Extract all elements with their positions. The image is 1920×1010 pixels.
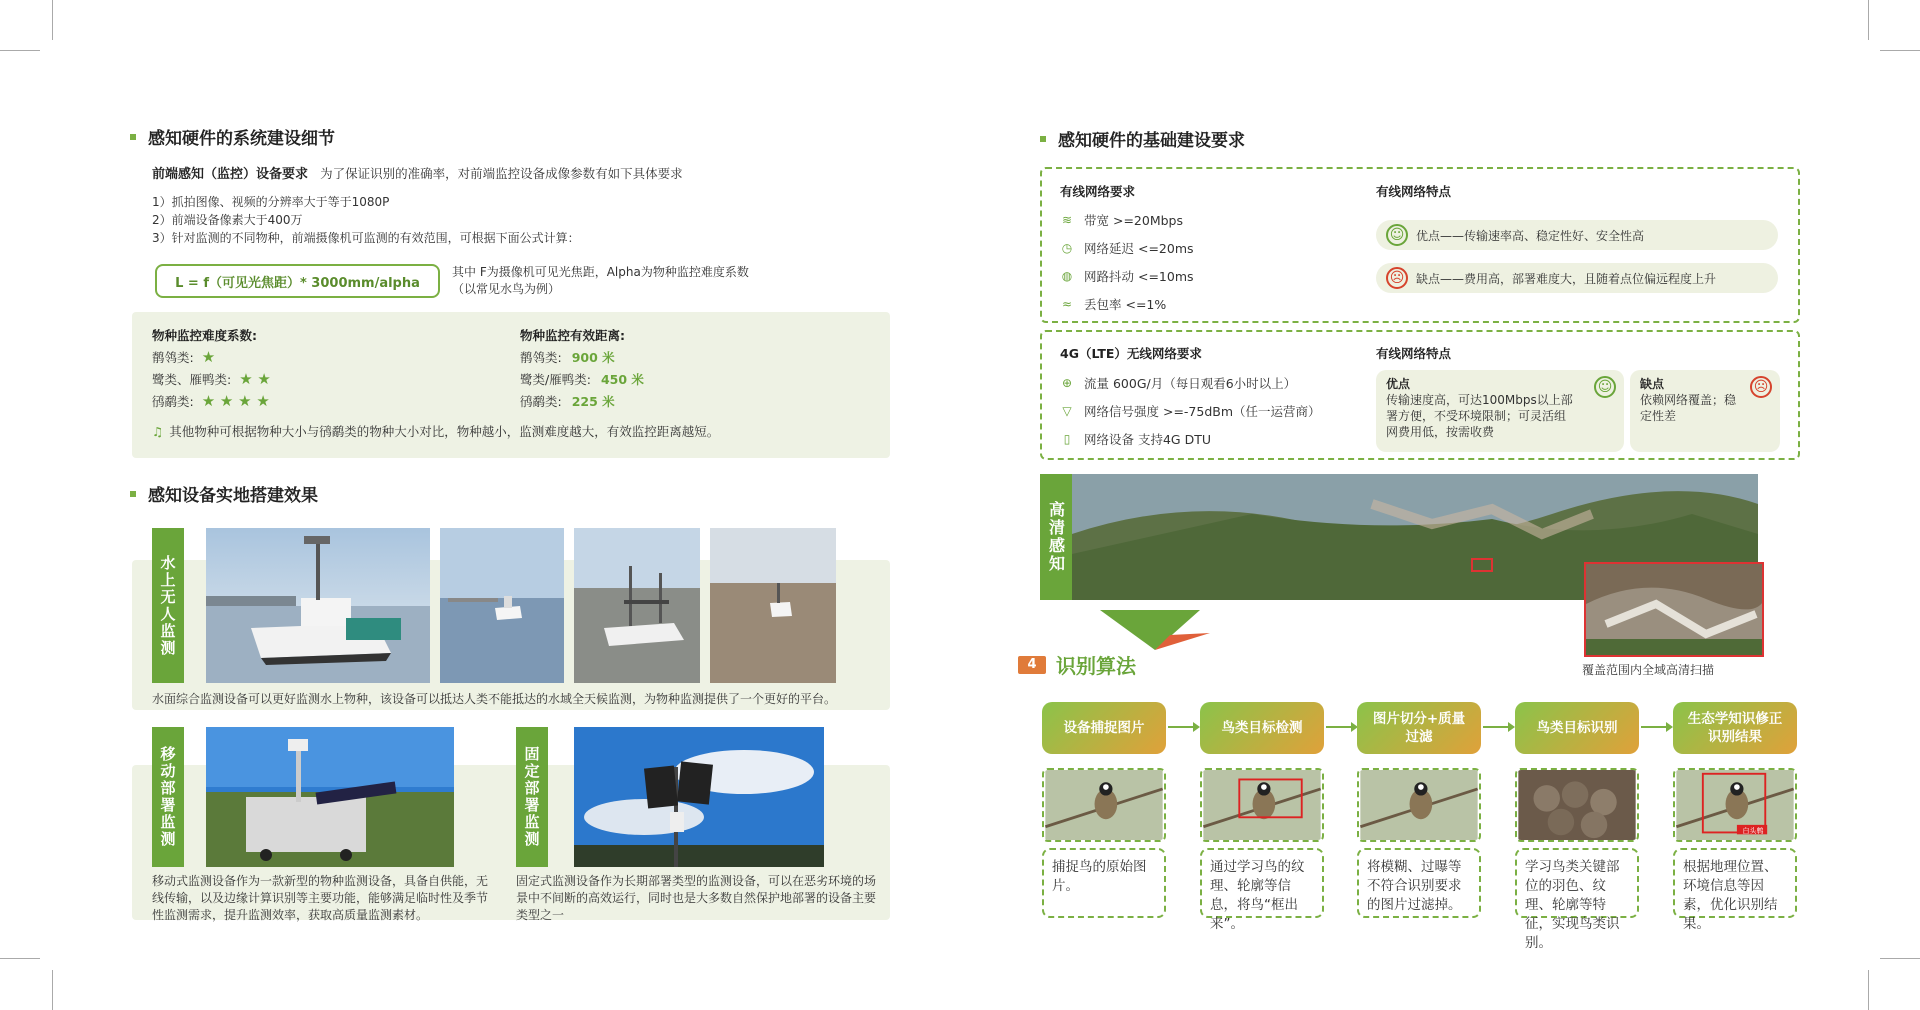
wired-pro-pill [1376, 220, 1778, 250]
species-distance-row [520, 348, 615, 366]
wired-pro-text: 优点——传输速率高、稳定性好、安全性高 [1416, 228, 1645, 243]
lte-req-row [1060, 402, 1321, 420]
formula-note-line: （以常见水鸟为例） [452, 282, 561, 296]
section-title-hardware-details [130, 124, 335, 149]
species-distance: 450 米 [600, 372, 644, 387]
bird-photo [1673, 768, 1797, 842]
lte-pro-title: 优点 [1386, 377, 1411, 391]
wired-req-title: 有线网络要求 [1060, 184, 1136, 199]
species-distance: 225 米 [571, 394, 615, 409]
bird-photo [1357, 768, 1481, 842]
species-distance-row [520, 392, 615, 410]
bullet-icon [130, 134, 136, 140]
algo-title: 识别算法 [1056, 654, 1136, 678]
lte-pro-card [1376, 370, 1624, 452]
flow-arrow-icon [1483, 726, 1513, 728]
latency-icon: ◷ [1061, 241, 1073, 255]
photo-water-boat-2 [440, 528, 564, 683]
lte-req-row [1060, 430, 1211, 448]
bullet-icon [1040, 136, 1046, 142]
species-name: 鹡鸰类: [520, 350, 562, 365]
flow-arrow-icon [1641, 726, 1671, 728]
bird-photo [1042, 768, 1166, 842]
device-icon: ▯ [1063, 432, 1071, 446]
species-name: 鹡鸰类: [152, 350, 194, 365]
wired-req-text: 丢包率 <=1% [1084, 297, 1167, 312]
species-difficulty-row [152, 370, 271, 388]
lte-title: 4G（LTE）无线网络要求 [1060, 346, 1202, 361]
requirements-list [152, 193, 580, 247]
formula-note [452, 264, 749, 298]
star-rating: ★ ★ ★ ★ [201, 392, 270, 410]
wired-req-row [1060, 211, 1183, 229]
species-difficulty-row [152, 348, 215, 366]
difficulty-title: 物种监控难度系数: [152, 328, 257, 343]
section-title-text: 感知硬件的系统建设细节 [148, 129, 335, 149]
requirement-item: 1）抓拍图像、视频的分辨率大于等于1080P [152, 195, 390, 209]
wired-feat-title: 有线网络特点 [1376, 184, 1452, 199]
label-fixed: 固定部署监测 [516, 727, 548, 867]
lte-req-text: 网络信号强度 >=-75dBm（任一运营商） [1084, 404, 1321, 419]
species-distance-row [520, 370, 644, 388]
algo-number-badge: 4 [1018, 656, 1046, 674]
flow-step: 图片切分+质量过滤 [1357, 702, 1481, 754]
bird-photo [1200, 768, 1324, 842]
flow-desc: 根据地理位置、环境信息等因素，优化识别结果。 [1673, 848, 1797, 918]
wired-req-text: 网络延迟 <=20ms [1084, 241, 1194, 256]
fixed-caption: 固定式监测设备作为长期部署类型的监测设备，可以在恶劣环境的场景中不间断的高效运行，同时也是大多数自然保护地部署的设备主要类型之一 [516, 874, 877, 922]
photo-fixed-device [574, 727, 824, 867]
lte-con-title: 缺点 [1640, 377, 1665, 391]
front-intro: 为了保证识别的准确率，对前端监控设备成像参数有如下具体要求 [320, 166, 683, 181]
requirement-item: 2）前端设备像素大于400万 [152, 213, 303, 227]
flow-step: 生态学知识修正识别结果 [1673, 702, 1797, 754]
algo-heading [1018, 650, 1136, 679]
mobile-caption: 移动式监测设备作为一款新型的物种监测设备，具备自供能，无线传输，以及边缘计算识别等主要功能，能够满足临时性及季节性监测需求，提升监测效率，获取高质量监测素材。 [152, 874, 489, 922]
front-requirements-heading [152, 163, 683, 182]
wired-req-row [1060, 267, 1194, 285]
flow-desc: 将模糊、过曝等不符合识别要求的图片过滤掉。 [1357, 848, 1481, 918]
smile-icon: ☺ [1594, 376, 1616, 398]
photo-water-boat-1 [206, 528, 430, 683]
section-title-text: 感知硬件的基础建设要求 [1058, 131, 1245, 151]
formula-box: L = f（可见光焦距）* 3000mm/alpha [155, 264, 440, 298]
bell-icon: ♫ [152, 423, 164, 439]
section-title-infrastructure [1040, 126, 1245, 151]
hd-caption: 覆盖范围内全域高清扫描 [1582, 663, 1715, 677]
water-caption: 水面综合监测设备可以更好监测水上物种，该设备可以抵达人类不能抵达的水域全天候监测，为物种监测提供了一个更好的平台。 [152, 692, 837, 706]
species-distance: 900 米 [571, 350, 615, 365]
wifi-icon: ≋ [1061, 213, 1073, 227]
label-mobile: 移动部署监测 [152, 727, 184, 867]
star-rating: ★ ★ [239, 370, 271, 388]
lte-feat-title: 有线网络特点 [1376, 346, 1452, 361]
bullet-icon [130, 491, 136, 497]
flow-arrow-icon [1326, 726, 1356, 728]
bird-photo [1515, 768, 1639, 842]
label-water: 水上无人监测 [152, 528, 184, 683]
loss-icon: ≈ [1061, 297, 1073, 311]
species-name: 鸻鹬类: [520, 394, 562, 409]
photo-water-boat-4 [710, 528, 836, 683]
difficulty-panel [132, 312, 890, 458]
wired-req-row [1060, 239, 1194, 257]
panel-note-text: 其他物种可根据物种大小与鸻鹬类的物种大小对比，物种越小，监测难度越大，有效监控距离越短。 [169, 424, 720, 439]
frown-icon: ☹ [1386, 267, 1408, 289]
photo-mobile-device [206, 727, 454, 867]
star-rating: ★ [201, 348, 216, 366]
panel-note [152, 422, 719, 440]
requirement-item: 3）针对监测的不同物种，前端摄像机可监测的有效范围，可根据下面公式计算： [152, 231, 580, 245]
lte-con-text: 依赖网络覆盖；稳定性差 [1640, 393, 1737, 423]
wired-con-pill [1376, 263, 1778, 293]
species-name: 鹭类/雁鸭类: [520, 372, 591, 387]
species-name: 鸻鹬类: [152, 394, 194, 409]
lte-req-text: 网络设备 支持4G DTU [1084, 432, 1211, 447]
flow-desc: 通过学习鸟的纹理、轮廓等信息，将鸟“框出来”。 [1200, 848, 1324, 918]
smile-icon: ☺ [1386, 224, 1408, 246]
lte-req-row [1060, 374, 1296, 392]
frown-icon: ☹ [1750, 376, 1772, 398]
distance-title: 物种监控有效距离: [520, 328, 625, 343]
signal-icon: ▽ [1062, 404, 1072, 418]
lte-req-text: 流量 600G/月（每日观看6小时以上） [1084, 376, 1297, 391]
lte-pro-text: 传输速度高，可达100Mbps以上部署方便，不受环境限制；可灵活组网费用低，按需收费 [1386, 393, 1573, 439]
flow-step: 设备捕捉图片 [1042, 702, 1166, 754]
wired-req-text: 带宽 >=20Mbps [1084, 213, 1183, 228]
section-title-text: 感知设备实地搭建效果 [148, 486, 318, 506]
photo-water-boat-3 [574, 528, 700, 683]
flow-step: 鸟类目标检测 [1200, 702, 1324, 754]
flow-desc: 捕捉鸟的原始图片。 [1042, 848, 1166, 918]
section-title-deployment [130, 481, 318, 506]
formula-note-line: 其中 F为摄像机可见光焦距，Alpha为物种监控难度系数 [452, 265, 749, 279]
arrow-decoration-icon [1100, 605, 1210, 655]
photo-hd-zoom [1584, 562, 1764, 657]
wired-con-text: 缺点——费用高，部署难度大，且随着点位偏远程度上升 [1416, 271, 1717, 286]
flow-desc: 学习鸟类关键部位的羽色、纹理、轮廓等特征，实现鸟类识别。 [1515, 848, 1639, 918]
species-name: 鹭类、雁鸭类: [152, 372, 232, 387]
jitter-icon: ◍ [1061, 269, 1073, 283]
lte-con-card [1630, 370, 1780, 452]
species-result-tag: 白头鹎 [1742, 827, 1764, 835]
front-title: 前端感知（监控）设备要求 [152, 167, 309, 182]
wired-req-text: 网路抖动 <=10ms [1084, 269, 1194, 284]
species-difficulty-row [152, 392, 270, 410]
flow-arrow-icon [1168, 726, 1198, 728]
label-hd: 高清感知 [1040, 474, 1072, 600]
traffic-icon: ⊕ [1061, 376, 1073, 390]
wired-req-row [1060, 295, 1166, 313]
flow-step: 鸟类目标识别 [1515, 702, 1639, 754]
right-page [960, 0, 1920, 1010]
